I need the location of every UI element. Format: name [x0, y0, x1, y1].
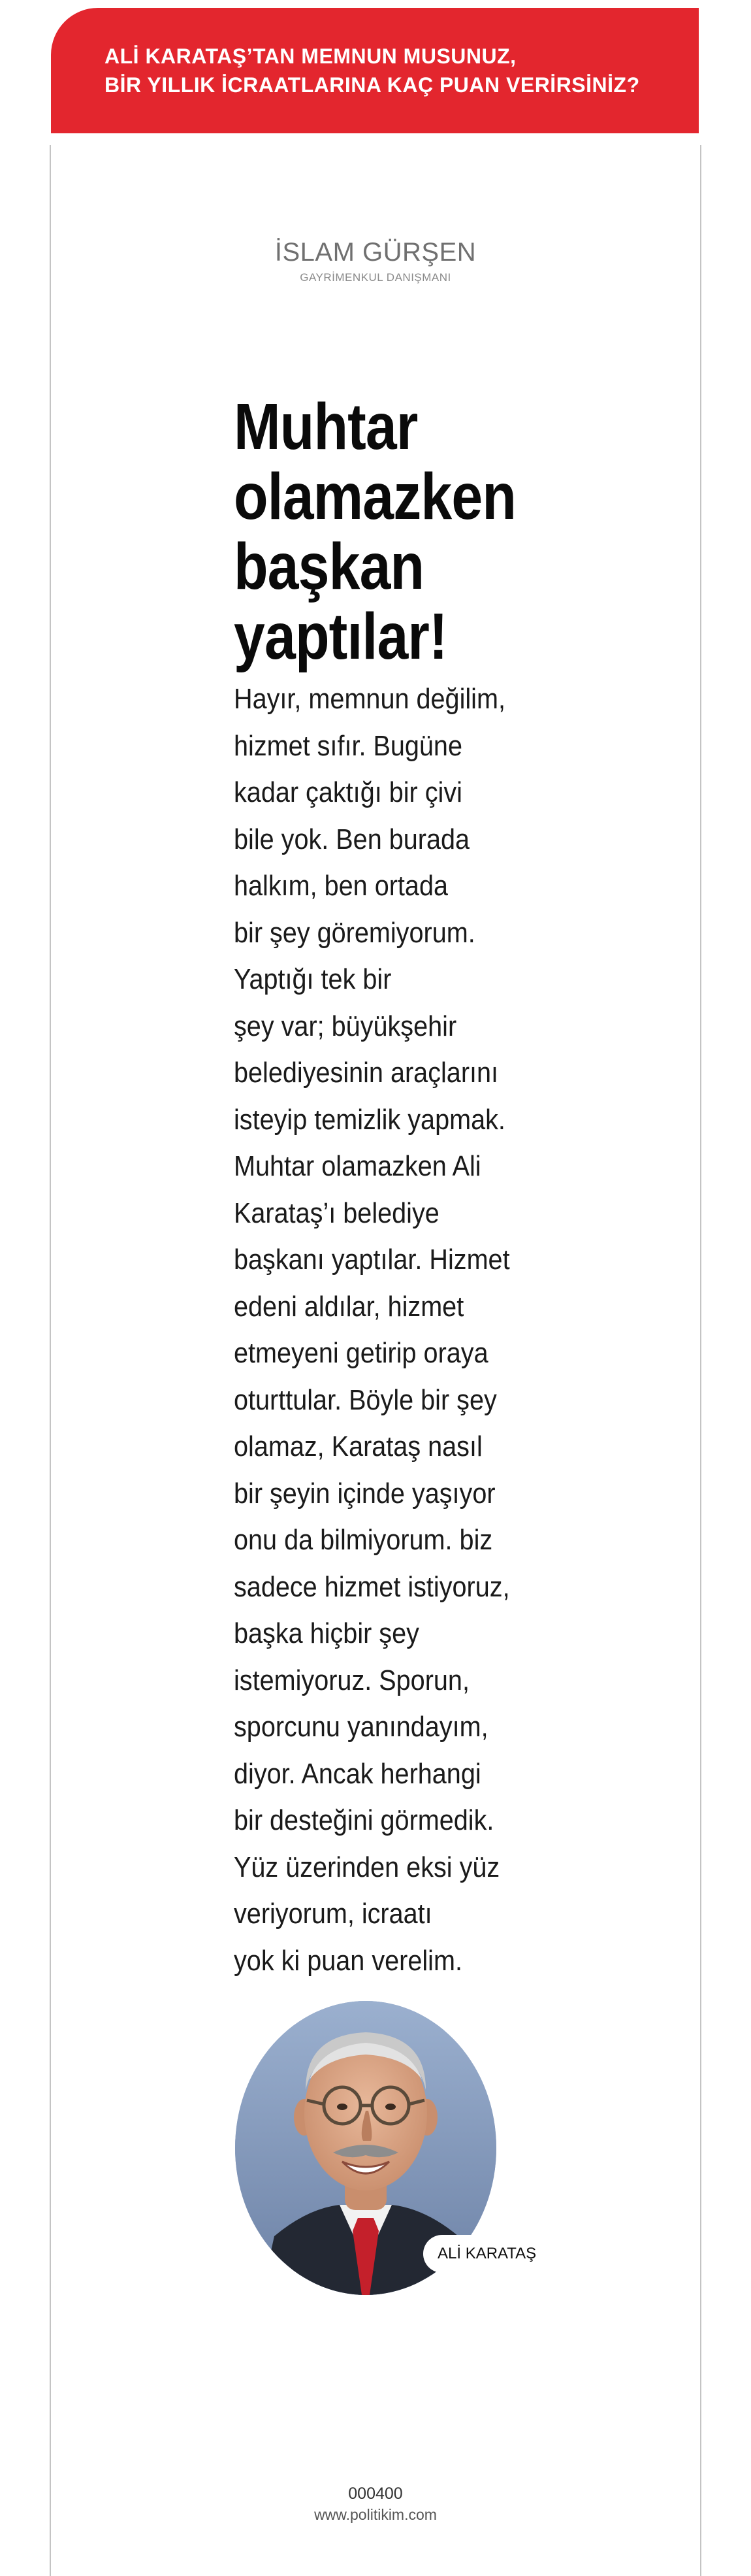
quote-line: diyor. Ancak herhangi [234, 1757, 481, 1790]
quote-line: isteyip temizlik yapmak. [234, 1103, 505, 1136]
quote-line: edeni aldılar, hizmet [234, 1290, 464, 1323]
quote-line: olamaz, Karataş nasıl [234, 1430, 483, 1462]
quote-line: sporcunu yanındayım, [234, 1711, 488, 1743]
quote-line: onu da bilmiyorum. biz [234, 1524, 493, 1556]
quote-line: istemiyoruz. Sporun, [234, 1664, 470, 1696]
quote-line: Yüz üzerinden eksi yüz [234, 1851, 500, 1883]
quote-line: etmeyeni getirip oraya [234, 1337, 488, 1369]
quote-line: veriyorum, icraatı [234, 1898, 432, 1930]
quote-line: şey var; büyükşehir [234, 1010, 457, 1042]
quote-line: Muhtar olamazken Ali [234, 1150, 481, 1182]
page-footer [0, 2483, 751, 2525]
quote-line: belediyesinin araçlarını [234, 1057, 499, 1089]
quote-line: bir şey göremiyorum. [234, 916, 475, 949]
question-banner [51, 8, 699, 133]
quote-line: oturttular. Böyle bir şey [234, 1383, 497, 1416]
author-name: İSLAM GÜRŞEN [274, 238, 477, 267]
quote-line: Karataş’ı belediye [234, 1197, 439, 1229]
photo-caption: ALİ KARATAŞ [423, 2235, 551, 2273]
quote-line: sadece hizmet istiyoruz, [234, 1570, 510, 1603]
quote-line: başka hiçbir şey [234, 1617, 419, 1649]
banner-line-2: BİR YILLIK İCRAATLARINA KAÇ PUAN VERİRSİNİZ? [104, 73, 640, 97]
quote-line: halkım, ben ortada [234, 870, 449, 902]
banner-line-1: ALİ KARATAŞ’TAN MEMNUN MUSUNUZ, [104, 44, 517, 68]
quote-line: bile yok. Ben burada [234, 823, 470, 855]
quote-line: Hayır, memnun değilim, [234, 683, 505, 715]
author-title: GAYRİMENKUL DANIŞMANI [300, 271, 451, 284]
footer-code: 000400 [348, 2485, 403, 2503]
quote-line: bir desteğini görmedik. [234, 1804, 494, 1836]
headline: Muhtar olamazken başkan yaptılar! [234, 390, 517, 673]
quote-line: hizmet sıfır. Bugüne [234, 729, 462, 762]
quote-line: başkanı yaptılar. Hizmet [234, 1244, 510, 1276]
author-block [0, 237, 751, 285]
quote-line: yok ki puan verelim. [234, 1944, 462, 1977]
quote-text [234, 676, 510, 1984]
quote-line: kadar çaktığı bir çivi [234, 776, 462, 808]
footer-site[interactable]: www.politikim.com [314, 2506, 437, 2523]
quote-line: bir şeyin içinde yaşıyor [234, 1477, 496, 1510]
quote-line: Yaptığı tek bir [234, 963, 392, 995]
